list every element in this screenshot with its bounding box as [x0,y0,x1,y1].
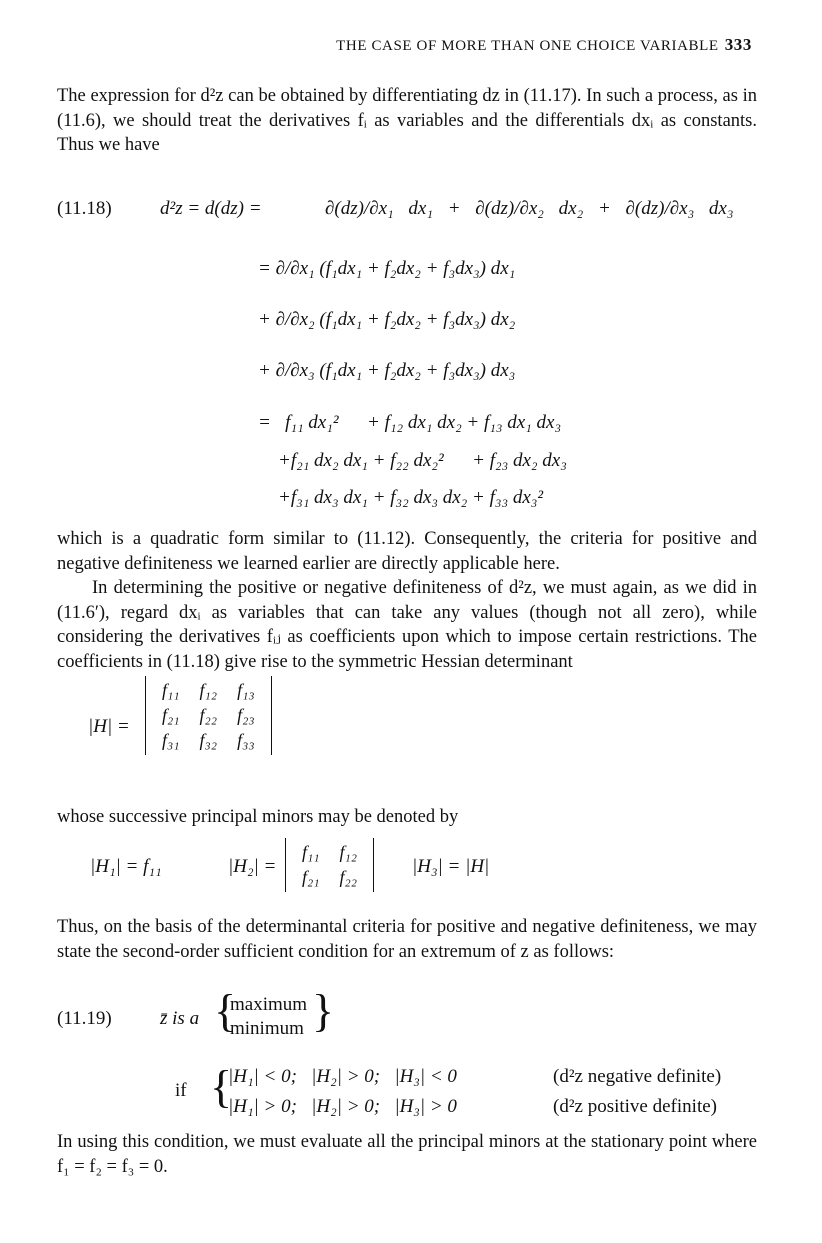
eq-11-18-line3: + ∂/∂x₂ (f₁dx₁ + f₂dx₂ + f₃dx₃) dx₂ [258,309,516,330]
cond-max: |H₁| < 0; |H₂| > 0; |H₃| < 0 [228,1066,457,1087]
right-brace-icon: } [312,985,335,1036]
hessian-label: |H| = [88,716,130,737]
h22: f₂₂ [199,705,218,725]
paragraph-4: whose successive principal minors may be denoted by [57,807,459,827]
page-number: 333 [724,35,752,54]
minor-2-label: |H₂| = [228,856,277,877]
eq-line1-term2: ∂(dz)/∂x₂ dx₂ [475,198,584,219]
minor-3: |H₃| = |H| [412,856,490,877]
m12: f₁₂ [339,842,358,862]
h21: f₂₁ [162,705,180,725]
paragraph-5: Thus, on the basis of the determinantal criteria for positive and negative definiteness, we may state the second-order sufficient condition for an extremum of z as follows: [57,917,757,962]
eq-11-19-text: z̄ is a [160,1008,200,1029]
eq-11-18-lhs: d²z = d(dz) = [160,198,262,219]
h13: f₁₃ [237,680,255,700]
left-brace-icon: { [214,985,237,1036]
running-title: THE CASE OF MORE THAN ONE CHOICE VARIABLE [336,38,719,54]
cond-min-note: (d²z positive definite) [553,1096,717,1117]
eq-11-18-line4: + ∂/∂x₃ (f₁dx₁ + f₂dx₂ + f₃dx₃) dx₃ [258,360,516,381]
paragraph-6: In using this condition, we must evaluate all the principal minors at the stationary point where f₁ = f₂ = f₃ = 0. [57,1132,757,1177]
h32: f₃₂ [199,730,218,750]
m22: f₂₂ [339,867,358,887]
paragraph-2: which is a quadratic form similar to (11.12). Consequently, the criteria for positive and negative definiteness we learned earlier are directly applicable here. [57,529,757,574]
paragraph-1: The expression for d²z can be obtained by differentiating dz in (11.17). In such a process, as in (11.6), we should treat the derivatives fᵢ as variables and the differentials dxᵢ as constants. Thus we have [57,86,757,155]
eq-line1-term1: ∂(dz)/∂x₁ dx₁ [325,198,433,219]
eq-11-18-line1: ∂(dz)/∂x₁ dx₁ + ∂(dz)/∂x₂ dx₂ + ∂(dz)/∂x₃ dx₃ [325,198,734,219]
hessian-determinant [145,676,272,755]
h23: f₂₃ [237,705,255,725]
eq-11-18-line2: = ∂/∂x₁ (f₁dx₁ + f₂dx₂ + f₃dx₃) dx₁ [258,258,516,279]
running-header [336,35,752,55]
cond-brace-icon: { [210,1061,233,1112]
eq-11-18-line6: +f₂₁ dx₂ dx₁ + f₂₂ dx₂² + f₂₃ dx₂ dx₃ [278,450,567,471]
eq-11-18-label: (11.18) [57,198,112,219]
m11: f₁₁ [302,842,320,862]
m21: f₂₁ [302,867,320,887]
h33: f₃₃ [237,730,255,750]
max-word: maximum [230,994,308,1015]
cond-max-note: (d²z negative definite) [553,1066,722,1087]
cond-min: |H₁| > 0; |H₂| > 0; |H₃| > 0 [228,1096,457,1117]
eq-11-18-line5: = f₁₁ dx₁² + f₁₂ dx₁ dx₂ + f₁₃ dx₁ dx₃ [258,412,562,433]
eq-line1-term3: ∂(dz)/∂x₃ dx₃ [625,198,734,219]
h11: f₁₁ [162,680,180,700]
h31: f₃₁ [162,730,180,750]
h12: f₁₂ [199,680,218,700]
minor-1: |H₁| = f₁₁ [90,856,162,877]
minor-2-determinant [285,838,374,892]
eq-11-18-line7: +f₃₁ dx₃ dx₁ + f₃₂ dx₃ dx₂ + f₃₃ dx₃² [278,487,544,508]
paragraph-3: In determining the positive or negative definiteness of d²z, we must again, as we did in (11.6′), regard dxᵢ as variables that can take any values (though not all zero), while considering the derivatives fᵢⱼ as coefficients upon which to impose certain restrictions. The coefficients in (11.18) give rise to the symmetric Hessian determinant [57,578,757,672]
eq-11-19-label: (11.19) [57,1008,112,1029]
min-word: minimum [230,1018,304,1039]
if-word: if [175,1080,187,1101]
